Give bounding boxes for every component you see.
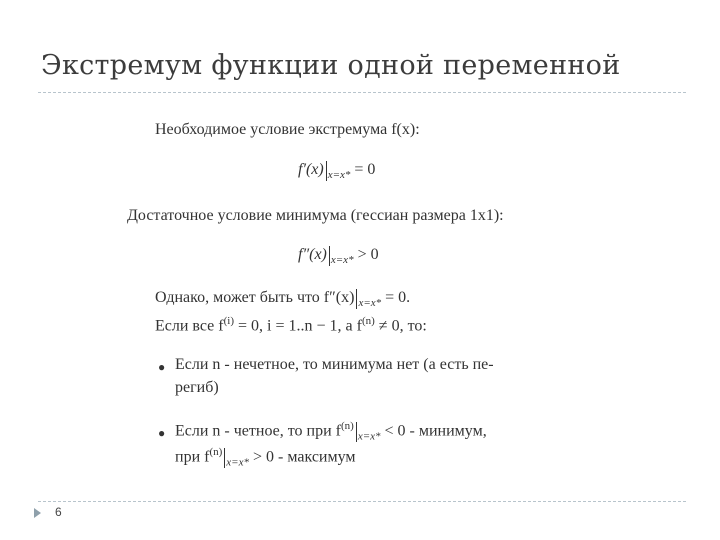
eq1-sub: x=x* [327, 169, 351, 182]
if-all-f: f [218, 317, 224, 335]
bullet1-a: Если [175, 356, 209, 373]
however-line [155, 288, 410, 311]
if-all-line [155, 315, 427, 336]
however-f: f″(x) [323, 289, 355, 306]
bullet2-line1 [175, 420, 487, 444]
however-rhs: = 0. [385, 289, 411, 306]
bullet1-line2 [175, 378, 219, 398]
bullet2-d: при [175, 448, 201, 466]
bullet2-f: f [335, 422, 341, 440]
footer-divider [38, 501, 686, 502]
necessary-label: Необходимое условие экстремума [155, 121, 388, 138]
eq2-rhs: > 0 [357, 246, 379, 263]
bullet2-n: n [212, 422, 221, 440]
bullet-dot: ● [158, 360, 166, 374]
bullet1-c: региб) [175, 379, 219, 396]
if-all-fn: f [356, 317, 362, 335]
if-all-and: а [345, 317, 353, 335]
bullet2-cond2: > 0 - максимум [252, 448, 356, 466]
slide-title: Экстремум функции одной переменной [41, 50, 621, 81]
bullet1-n: n [212, 356, 221, 373]
bullet1-b: - нечетное, то минимума нет (а есть пе- [224, 356, 494, 373]
if-all-then: то: [407, 317, 427, 335]
bullet2-sub: x=x* [357, 430, 381, 443]
equation-first-derivative [298, 160, 375, 183]
eq1-lhs: f′(x) [298, 161, 324, 178]
bullet2-sub2: x=x* [226, 456, 249, 469]
however-text: Однако, может быть что [155, 289, 320, 306]
bullet2-sup2: (n) [209, 446, 223, 458]
eq1-rhs: = 0 [354, 161, 376, 178]
if-all-neq: ≠ 0, [378, 317, 404, 335]
sufficient-condition-line [127, 206, 504, 226]
eq2-lhs: f″(x) [298, 246, 327, 263]
bullet2-a: Если [175, 422, 209, 440]
sufficient-label: Достаточное условие минимума (гессиан размера 1x1): [127, 207, 504, 224]
bullet2-cond: < 0 - минимум, [384, 422, 487, 440]
if-all-cond: = 0, i = 1..n − 1, [238, 317, 342, 335]
bullet-dot: ● [158, 426, 166, 440]
eq2-sub: x=x* [330, 254, 354, 267]
if-all-text: Если все [155, 317, 215, 335]
slide-number: 6 [55, 505, 62, 519]
if-all-fn-sup: (n) [361, 315, 375, 327]
bullet2-f2: f [204, 448, 210, 466]
equation-second-derivative [298, 245, 379, 268]
bullet2-sup: (n) [340, 420, 354, 432]
function-fx: f(x): [391, 121, 420, 138]
title-divider [38, 92, 686, 93]
necessary-condition-line [155, 120, 420, 140]
bullet1-line1 [175, 355, 494, 375]
slide-arrow-icon [34, 508, 41, 518]
bullet2-line2 [175, 446, 356, 470]
if-all-sup: (i) [223, 315, 234, 327]
bullet2-b: - четное, то при [224, 422, 332, 440]
however-sub: x=x* [358, 297, 382, 310]
